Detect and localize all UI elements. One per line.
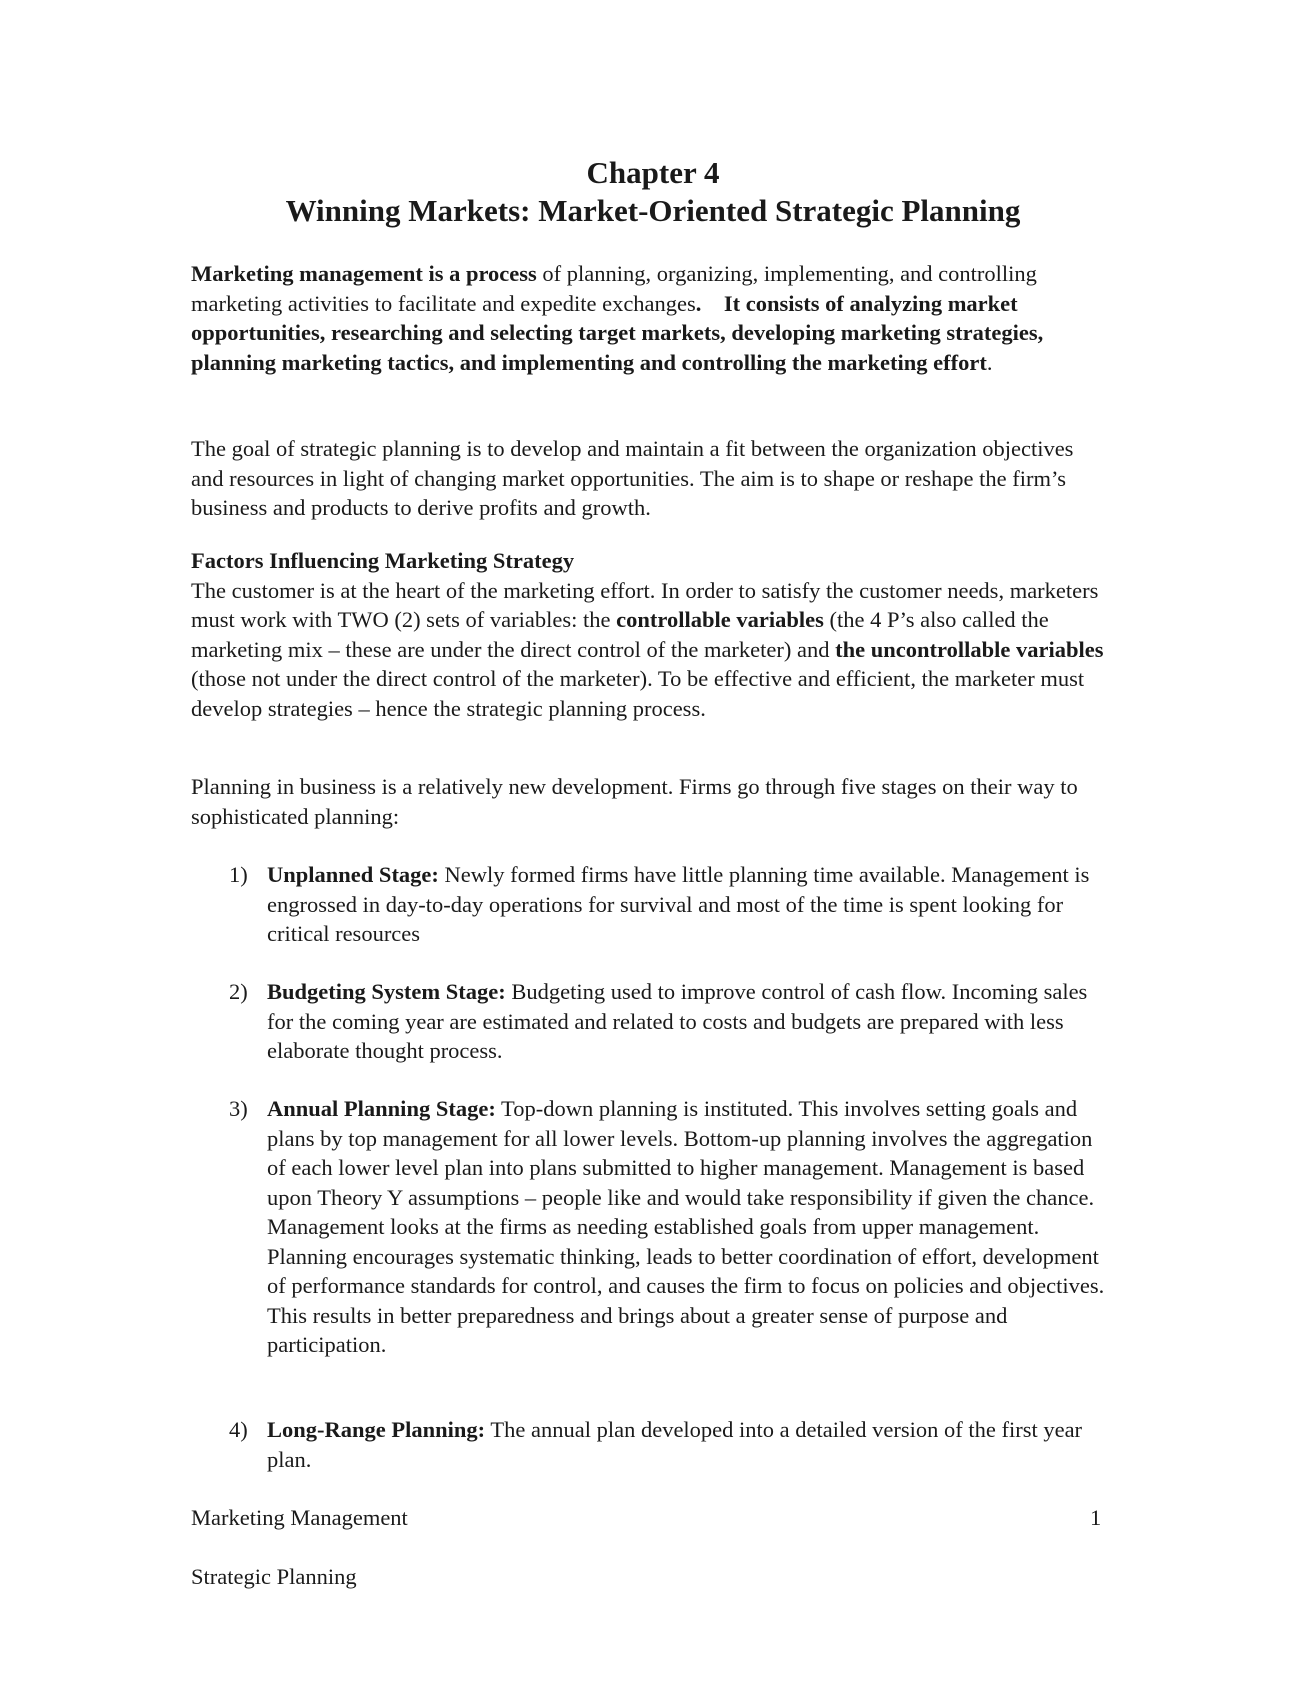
factors-section: [191, 546, 1111, 723]
chapter-subtitle: Winning Markets: Market-Oriented Strategic Planning: [285, 193, 1021, 228]
planning-intro-paragraph: [191, 772, 1111, 831]
planning-intro-text: Planning in business is a relatively new development. Firms go through five stages on their way to sophisticated planning:: [191, 774, 1078, 829]
stage-label: Long-Range Planning:: [267, 1417, 486, 1442]
stage-text: Top-down planning is instituted. This involves setting goals and plans by top management for all lower levels. Bottom-up planning involves the aggregation of each lower level plan into plans submitted to higher management. Management is based upon Theory Y assumptions – people like and would take responsibility if given the chance. Management looks at the firms as needing established goals from upper management. Planning encourages systematic thinking, leads to better coordination of effort, development of performance standards for control, and causes the firm to focus on policies and objectives. This results in better preparedness and brings about a greater sense of purpose and participation.: [267, 1096, 1105, 1357]
intro-paragraph: [191, 259, 1111, 377]
goal-paragraph: [191, 434, 1111, 523]
factors-heading: Factors Influencing Marketing Strategy: [191, 548, 575, 573]
list-number: 3): [229, 1096, 248, 1121]
stage-label: Budgeting System Stage:: [267, 979, 506, 1004]
intro-text: of planning, organizing, implementing, and controlling marketing activities to facilitate and expedite exchanges: [191, 261, 1037, 316]
footer-section-title: Strategic Planning: [191, 1564, 357, 1589]
list-number: 4): [229, 1417, 248, 1442]
stage-label: Unplanned Stage:: [267, 862, 439, 887]
intro-end: .: [986, 349, 993, 375]
stage-text: Budgeting used to improve control of cash flow. Incoming sales for the coming year are estimated and related to costs and budgets are prepared with less elaborate thought process.: [267, 979, 1088, 1063]
factors-bold-controllable: controllable variables: [616, 607, 824, 632]
stage-label: Annual Planning Stage:: [267, 1096, 496, 1121]
page-title: [0, 154, 1306, 230]
factors-text-3: (those not under the direct control of the marketer). To be effective and efficient, the marketer must develop strategies – hence the strategic planning process.: [191, 666, 1085, 721]
goal-text: The goal of strategic planning is to develop and maintain a fit between the organization objectives and resources in light of changing market opportunities. The aim is to shape or reshape the firm’s business and products to derive profits and growth.: [191, 436, 1074, 520]
list-number: 1): [229, 862, 248, 887]
intro-bold-period: .: [695, 290, 702, 316]
chapter-title: Chapter 4: [586, 155, 720, 190]
stage-text: Newly formed firms have little planning time available. Management is engrossed in day-to-day operations for survival and most of the time is spent looking for critical resources: [267, 862, 1090, 946]
factors-bold-uncontrollable: the uncontrollable variables: [835, 636, 1104, 662]
footer-course-title: Marketing Management: [191, 1505, 408, 1530]
stage-text: The annual plan developed into a detailed version of the first year plan.: [267, 1417, 1083, 1472]
factors-text-2: (the 4 P’s also called the marketing mix – these are under the direct control of the marketer) and: [191, 607, 1049, 662]
factors-text-1: The customer is at the heart of the marketing effort. In order to satisfy the customer needs, marketers must work with TWO (2) sets of variables: the: [191, 577, 1099, 632]
intro-bold-term: Marketing management is a process: [191, 261, 537, 286]
intro-bold-statement: It consists of analyzing market opportunities, researching and selecting target markets, developing marketing strategies, planning marketing tactics, and implementing and controlling the marketing effort: [191, 290, 1044, 375]
list-number: 2): [229, 979, 248, 1004]
footer-page-number: 1: [1090, 1505, 1102, 1530]
